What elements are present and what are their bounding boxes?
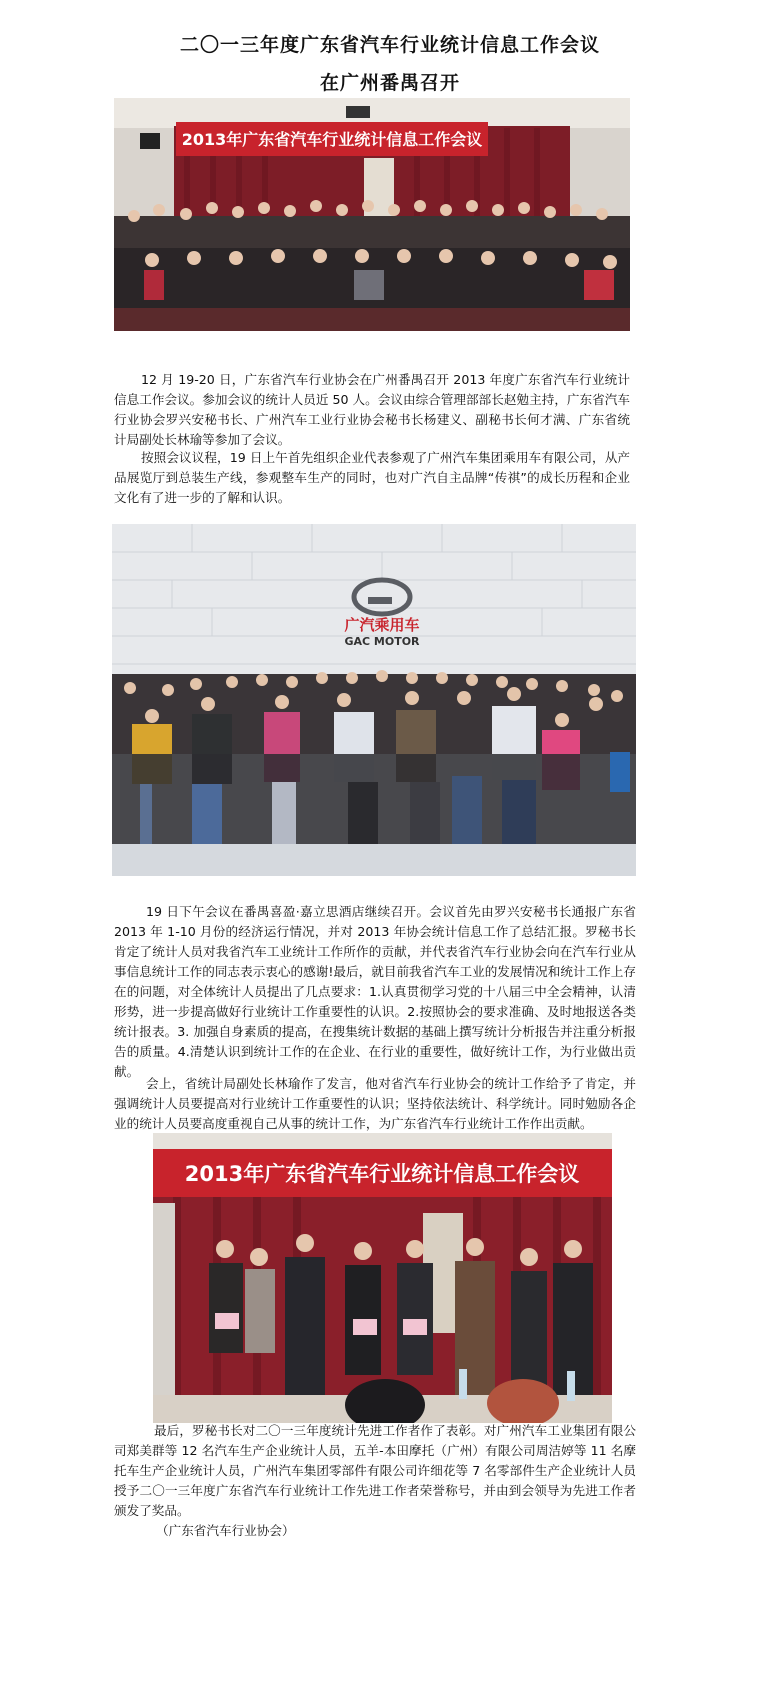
paragraph-2: 按照会议议程，19 日上午首先组织企业代表参观了广州汽车集团乘用车有限公司，从产品展览厅到总装生产线，参观整车生产的同时，也对广汽自主品牌“传祺”的成长历程和企业文化有了进一步的了解和认识。: [114, 450, 630, 505]
paragraph-3: 19 日下午会议在番禺喜盈·嘉立思酒店继续召开。会议首先由罗兴安秘书长通报广东省 2013 年 1-10 月份的经济运行情况，并对 2013 年协会统计信息工作了总结汇报。罗秘书长肯定了统计人员对我省汽车工业统计工作所作的贡献，并代表省汽车行业协会向在汽车行业从事信息统计工作的同志表示衷心的感谢!最后，就目前我省汽车工业的发展情况和统计工作上存在的问题，对全体统计人员提出了几点要求：1.认真贯彻学习党的十八届三中全会精神，认清形势，进一步提高做好行业统计工作重要性的认识。2.按照协会的要求准确、及时地报送各类统计报表。3. 加强自身素质的提高，在搜集统计数据的基础上撰写统计分析报告并注重分析报告的质量。4.清楚认识到统计工作的在企业、在行业的重要性，做好统计工作，为行业做出贡献。: [114, 904, 636, 1079]
group-photo-conference-hall: [114, 98, 630, 331]
banner-text: 2013年广东省汽车行业统计信息工作会议: [184, 1162, 580, 1186]
gac-sign-chinese: 广汽乘用车: [344, 616, 420, 634]
signature: （广东省汽车行业协会）: [156, 1523, 295, 1538]
crowd: [112, 670, 636, 844]
paragraph-5: 最后，罗秘书长对二〇一三年度统计先进工作者作了表彰。对广州汽车工业集团有限公司郑美群等 12 名汽车生产企业统计人员，五羊-本田摩托（广州）有限公司周洁婷等 11 名摩托车生产企业统计人员，广州汽车集团零部件有限公司许细花等 7 名零部件生产企业统计人员授予二〇一三年度广东省汽车行业统计工作先进工作者荣誉称号，并由到会领导为先进工作者颁发了奖品。: [114, 1423, 636, 1518]
paragraph-4: 会上，省统计局副处长林瑜作了发言，他对省汽车行业协会的统计工作给予了肯定，并强调统计人员要提高对行业统计工作重要性的认识；坚持依法统计、科学统计。同时勉励各企业的统计人员要高度重视自己从事的统计工作，为广东省汽车行业统计工作作出贡献。: [114, 1076, 636, 1131]
banner-text: 2013年广东省汽车行业统计信息工作会议: [181, 130, 483, 149]
group-photo-gac-motor: [112, 524, 636, 876]
award-photo: [153, 1133, 612, 1423]
gac-sign-english: GAC MOTOR: [344, 635, 420, 648]
paragraph-1: 12 月 19-20 日，广东省汽车行业协会在广州番禺召开 2013 年度广东省汽车行业统计信息工作会议。参加会议的统计人员近 50 人。会议由综合管理部部长赵勉主持，广东省汽车行业协会罗兴安秘书长、广州汽车工业行业协会秘书长杨建义、副秘书长何才满、广东省统计局副处长林瑜等参加了会议。: [114, 372, 630, 447]
article-subtitle: 在广州番禺召开: [319, 72, 460, 94]
crowd: [114, 200, 630, 331]
article-title: 二〇一三年度广东省汽车行业统计信息工作会议: [179, 34, 600, 56]
